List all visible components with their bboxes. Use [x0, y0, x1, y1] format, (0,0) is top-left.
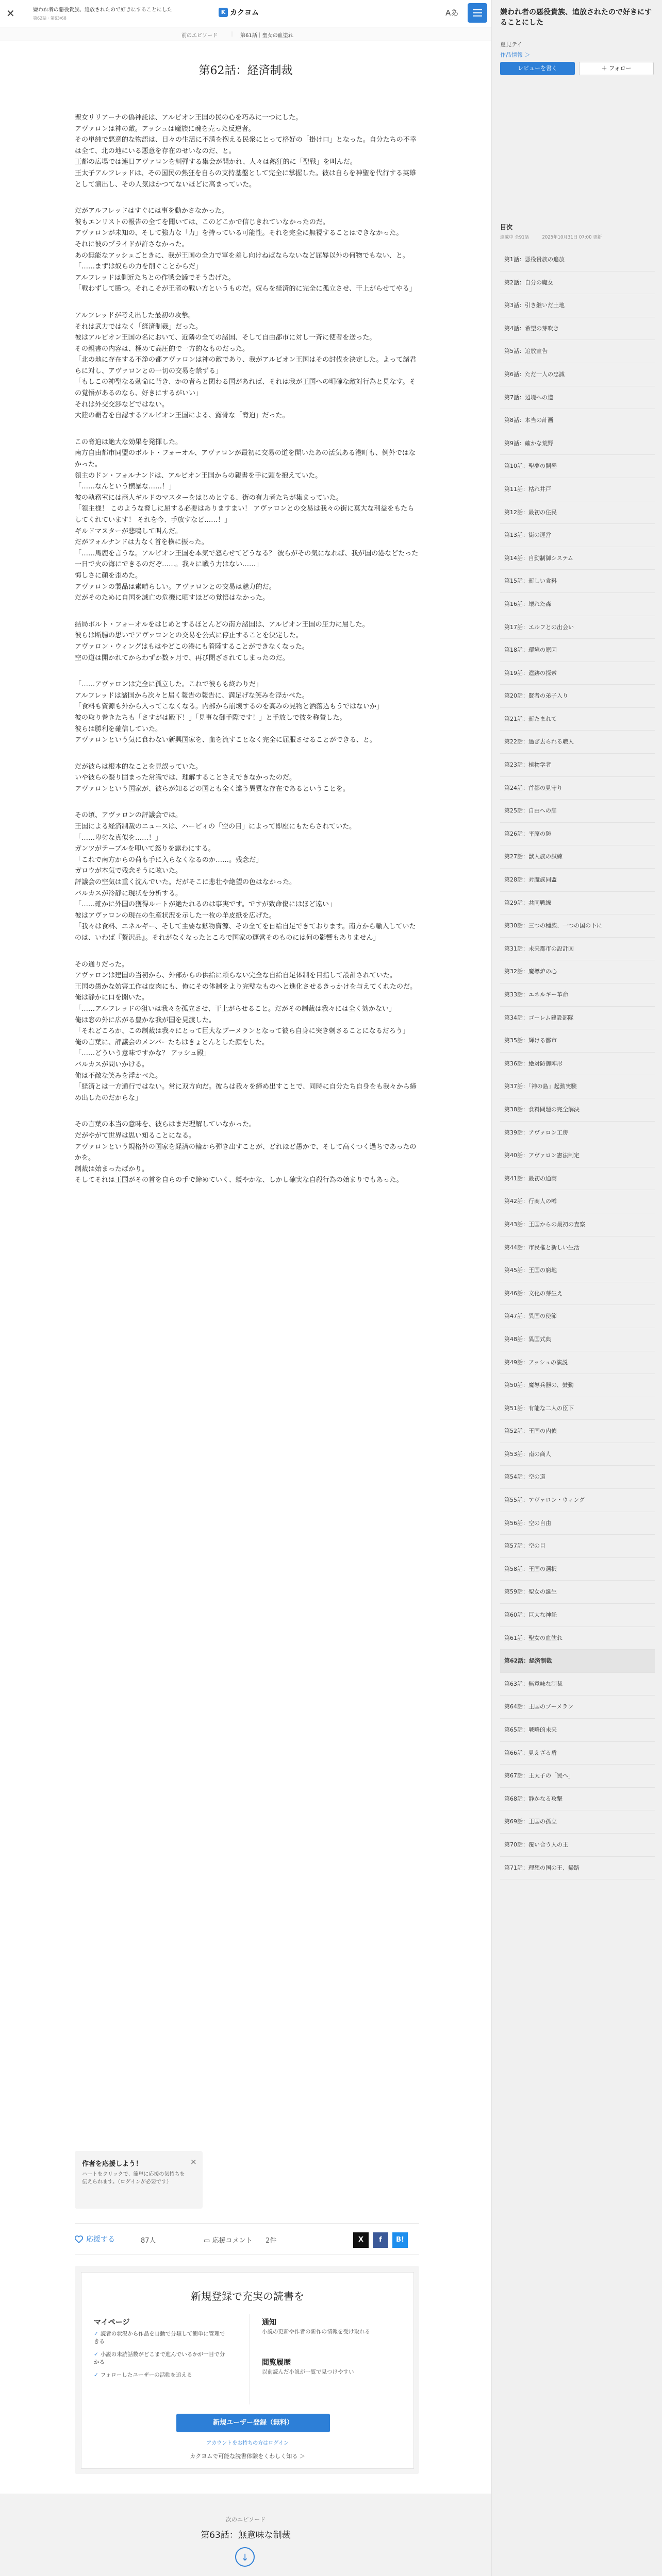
check-icon: ✓ [94, 2331, 98, 2337]
toc-toggle-button[interactable] [468, 3, 487, 23]
toc-item[interactable]: 第52話：王国の内偵 [500, 1420, 655, 1443]
benefit-item [94, 2330, 228, 2346]
toc-item[interactable]: 第14話：自動制御システム [500, 547, 655, 570]
toc-item[interactable]: 第60話：巨大な神託 [500, 1604, 655, 1627]
benefit-text: 読者の状況から作品を自動で分類して簡単に管理できる [94, 2331, 225, 2345]
toc-item[interactable]: 第2話：自分の魔女 [500, 272, 655, 295]
chapter-paragraph: その頃、アヴァロンの評議会では。 王国による経済制裁のニュースは、ハーピィの「空の目」によって即座にもたらされていた。 「……卑劣な真似を……！」 ガンツがテーブルを叩いて怒りを露わにする。 「これで南方からの荷も手に入らなくなるのか……。残念だ」 ガロウが本気で残念そうに呟いた。 評議会の空気は重く沈んでいた。だがそこに悲壮や絶望の色はなかった。 バルカスが冷静に現状を分析する。 「……確かに外国の獲得ルートが絶たれるのは事実です。ですが致命傷にはほど遠い」 彼はアヴァロンの現在の生産状況を示した一枚の羊皮紙を広げた。 「我々は食料、エネルギー、そして主要な鉱物資源、その全てを自給自足できております。南方から輸入していたのは、いわば『贅沢品』。それがなくなったところで国家の運営そのものには何の影響もありません」 [75, 811, 416, 942]
toc-item[interactable]: 第13話：街の運営 [500, 524, 655, 547]
toc-item[interactable]: 第33話：エネルギー革命 [500, 984, 655, 1007]
toc-label: 目次 [500, 224, 513, 231]
toc-item[interactable]: 第6話：ただ一人の忠誠 [500, 363, 655, 386]
chapter-body [75, 112, 419, 1201]
chapter-paragraph: だが彼らは根本的なことを見誤っていた。 いや彼らの凝り固まった常識では、理解することさえできなかったのだ。 アヴァロンという国家が、彼らが知るどの国とも全く違う異質な存在であるということを。 [75, 762, 350, 793]
register-card [81, 2272, 414, 2469]
toc-item[interactable]: 第25話：自由への扉 [500, 800, 655, 823]
chapter-paragraph: 「……アヴァロンは完全に孤立した。これで彼らも終わりだ」 アルフレッドは諸国から次々と届く報告の報告に、満足げな笑みを浮かべた。 「食料も資源も外から入ってこなくなる。内部から崩壊するのを高みの見物と洒落込もうではないか」 彼の取り巻きたちも「さすがは殿下！」「見事な御手際です！」と手放しで彼を称賛した。 彼らは勝利を確信していた。 アヴァロンという気に食わない新興国家を、血を流すことなく完全に屈服させることができる、と。 [75, 681, 384, 744]
toc-item[interactable]: 第58話：王国の選択 [500, 1558, 655, 1581]
sidebar-work-title[interactable]: 嫌われ者の悪役貴族、追放されたので好きにすることにした [500, 8, 652, 27]
toc-item[interactable]: 第1話：悪役貴族の追放 [500, 248, 655, 272]
toc-item[interactable]: 第49話：アッシュの演説 [500, 1351, 655, 1375]
toc-item[interactable]: 第71話：理想の国の王、帰路 [500, 1857, 655, 1880]
toc-item[interactable]: 第32話：魔導炉の心 [500, 960, 655, 984]
comment-label: 応援コメント [212, 2237, 253, 2245]
toc-item[interactable]: 第36話：絶対防御陣形 [500, 1053, 655, 1076]
next-episode-label: 次のエピソード [226, 2516, 266, 2523]
toc-item[interactable]: 第40話：アヴァロン憲法制定 [500, 1144, 655, 1167]
toc-item[interactable]: 第55話：アヴァロン・ウィング [500, 1489, 655, 1512]
arrow-down-icon[interactable]: ↓ [235, 2547, 255, 2567]
toc-item[interactable]: 第62話：経済制裁 [500, 1650, 655, 1673]
share-x-button[interactable]: X [353, 2232, 369, 2248]
logo-mark-icon: K [219, 8, 228, 17]
toc-item[interactable]: 第48話：異国式典 [500, 1328, 655, 1351]
chapter-title: 第62話：経済制裁 [198, 64, 293, 77]
toc-status: 連載中 全91話 2025年10月31日 07:00 更新 [500, 235, 602, 240]
chapter-paragraph: その通りだった。 アヴァロンは建国の当初から、外部からの供給に頼らない完全な自給自足体制を目指して設計されていた。 王国の愚かな妨害工作は皮肉にも、俺にその体制をより完璧なものへと進化させるきっかけを与えてくれたのだ。 俺は静かに口を開いた。 「……アルフレッドの狙いは我々を孤立させ、干上がらせること。だがその制裁は我々には全く効かない」 俺は窓の外に広がる豊かな我が国を見渡した。 「それどころか、この制裁は我々にとって巨大なブーメランとなって彼ら自身に突き刺さることになるだろう」 俺の言葉に、評議会のメンバーたちはきょとんとした顔をした。 「……どういう意味ですかな？ アッシュ殿」 バルカスが問いかける。 俺は不敵な笑みを浮かべた。 「経済とは一方通行ではない。常に双方向だ。彼らは我々を締め出すことで、同時に自分たち自身をも我々から締め出したのだからな」 [75, 960, 417, 1102]
toc-item[interactable]: 第23話：植物学者 [500, 754, 655, 777]
toc-item[interactable]: 第8話：本当の計画 [500, 409, 655, 432]
toc-item[interactable]: 第38話：食料問題の完全解決 [500, 1098, 655, 1122]
review-button[interactable]: レビューを書く [500, 62, 575, 75]
notify-description: 小説の更新や作者の新作の情報を受け取れる [262, 2329, 370, 2335]
toc-item[interactable]: 第68話：静かなる攻撃 [500, 1788, 655, 1811]
cheer-label: 応援する [86, 2235, 115, 2244]
chapter-paragraph: 聖女リリアーナの偽神託は、アルビオン王国の民の心を巧みに一つにした。 アヴァロンは神の敵。アッシュは魔族に魂を売った反逆者。 その単純で悪意的な物語は、日々の生活に不満を抱える民衆にとって格好の「掛け口」となった。自分たちの不幸は全て、北の地にいる悪意を存在のせいなのだ、と。 王都の広場では連日アヴァロンを糾弾する集会が開かれ、人々は熱狂的に「聖戦」を叫んだ。 王太子アルフレッドは、その国民の熱狂を自らの支持基盤として完全に掌握した。彼は自らを神聖を代行する英雄として演出し、その人気はかつてないほどに高まっていた。 [75, 114, 417, 189]
toc-item[interactable]: 第67話：王太子の「罠へ」 [500, 1765, 655, 1788]
toc-item[interactable]: 第50話：魔導兵器の、鼓動 [500, 1374, 655, 1397]
history-description: 以前読んだ小説が一覧で見つけやすい [262, 2369, 354, 2375]
next-episode-section [0, 2494, 491, 2576]
cheer-button[interactable] [75, 2234, 115, 2244]
toc-item[interactable]: 第69話：王国の孤立 [500, 1810, 655, 1834]
check-icon: ✓ [94, 2351, 98, 2358]
toc-item[interactable]: 第70話：覆い合う人の王 [500, 1834, 655, 1857]
toc-item[interactable]: 第19話：遺跡の探索 [500, 662, 655, 685]
chapter-paragraph: だがアルフレッドはすぐには事を動かさなかった。 彼もエンリストの報告の全てを聞いては、このどこかで信じきれていなかったのだ。 アヴァロンが未知の、そして強力な「力」を持っている可能性。それを完全に無視することはできなかった。 それに彼のプライドが許さなかった。 あの無能なアッシュごときに、我が王国の全力で軍を差し向けねばならないなど屈辱以外の何物でもない、と。 「……まずは奴らの力を削ぐことからだ」 アルフレッドは側近たちとの作戦会議でそう告げた。 「戦わずして勝つ。それこそが王者の戦い方というものだ。奴らを経済的に完全に孤立させ、干上がらせてやる」 [75, 207, 416, 293]
chapter-paragraph: 結局ボルト・フォーオルをはじめとするほとんどの南方諸国は、アルビオン王国の圧力に屈した。 彼らは断腸の思いでアヴァロンとの交易を公式に停止することを決定した。 アヴァロン・ウィングはもはやどこの港にも着陸することができなくなった。 空の道は開かれてからわずか数ヶ月で、再び閉ざされてしまったのだ。 [75, 620, 369, 662]
close-icon[interactable]: × [190, 2157, 197, 2166]
toc-item[interactable]: 第3話：引き継いだ土地 [500, 294, 655, 317]
comment-count[interactable]: 2件 [266, 2237, 277, 2245]
logo-text: カクヨム [230, 9, 259, 17]
header-work-title[interactable]: 嫌われ者の悪役貴族、追放されたので好きにすることにした [33, 7, 172, 13]
toc-item[interactable]: 第18話：環境の原因 [500, 639, 655, 662]
toc-item[interactable]: 第53話：南の商人 [500, 1443, 655, 1466]
check-icon: ✓ [94, 2372, 98, 2378]
toc-item[interactable]: 第45話：王国の窮地 [500, 1259, 655, 1282]
toc-item[interactable]: 第27話：獣人族の試練 [500, 845, 655, 869]
benefit-text: フォローしたユーザーの活動を追える [100, 2372, 192, 2378]
toc-item[interactable]: 第10話：聖夢の開墾 [500, 455, 655, 478]
toc-item[interactable]: 第35話：輝ける都市 [500, 1029, 655, 1053]
action-row [75, 2223, 419, 2255]
toc-item[interactable]: 第29話：共同戦線 [500, 892, 655, 915]
close-icon[interactable]: ✕ [6, 7, 15, 20]
toc-item[interactable]: 第22話：過ぎ去られる職人 [500, 731, 655, 754]
toc-item[interactable]: 第46話：文化の芽生え [500, 1282, 655, 1306]
comment-icon: ▭ [204, 2237, 210, 2245]
toc-item[interactable]: 第5話：追放宣告 [500, 340, 655, 363]
toc-item[interactable]: 第66話：見えざる盾 [500, 1742, 655, 1765]
cheer-count[interactable]: 87人 [141, 2237, 156, 2245]
toc-item[interactable]: 第31話：未来都市の設計図 [500, 938, 655, 961]
toc-item[interactable]: 第7話：辺境への道 [500, 386, 655, 410]
register-panel [75, 2266, 419, 2474]
heart-icon [75, 2235, 83, 2243]
mypage-title: マイページ [94, 2318, 130, 2327]
toc-item[interactable]: 第26話：平原の防 [500, 823, 655, 846]
sidebar-author[interactable]: 夏見テイ [500, 41, 523, 48]
reading-area [0, 41, 491, 2576]
toc-item[interactable]: 第47話：異国の使節 [500, 1305, 655, 1328]
register-button[interactable]: 新規ユーザー登録（無料） [176, 2414, 330, 2432]
history-title: 閲覧履歴 [262, 2359, 291, 2367]
toc-item[interactable]: 第41話：最初の通商 [500, 1167, 655, 1191]
header-work-meta: 第62話 · 第63/68 [33, 16, 67, 21]
benefit-item [94, 2351, 228, 2366]
toc-item[interactable]: 第57話：空の目 [500, 1535, 655, 1558]
notify-title: 通知 [262, 2318, 276, 2327]
next-episode-title[interactable]: 第63話：無意味な制裁 [201, 2530, 291, 2540]
toc-item[interactable]: 第44話：市民権と新しい生活 [500, 1236, 655, 1260]
toc-item[interactable]: 第28話：対魔族同盟 [500, 869, 655, 892]
support-title: 作者を応援しよう！ [82, 2160, 143, 2168]
toc-item[interactable]: 第9話：確かな荒野 [500, 432, 655, 455]
toc-item[interactable]: 第56話：空の自由 [500, 1512, 655, 1535]
work-info-link[interactable]: 作品情報 ＞ [500, 52, 531, 58]
toc-item[interactable]: 第61話：聖女の血塗れ [500, 1627, 655, 1650]
toc-item[interactable]: 第51話：有能な二人の臣下 [500, 1397, 655, 1420]
toc-item[interactable]: 第34話：ゴーレム建設部隊 [500, 1007, 655, 1030]
toc-item[interactable]: 第15話：新しい食料 [500, 570, 655, 593]
learn-more-link[interactable]: カクヨムで可能な読書体験をくわしく知る ＞ [190, 2453, 305, 2460]
episode-nav [0, 27, 491, 41]
toc-list [500, 248, 655, 1879]
share-facebook-button[interactable]: f [373, 2232, 388, 2248]
toc-item[interactable]: 第11話：枯れ井戸 [500, 478, 655, 501]
episode-nav-separator: ｜ [229, 32, 235, 38]
comment-button[interactable] [204, 2235, 252, 2245]
chapter-paragraph: この脅迫は絶大な効果を発揮した。 南方自由都市同盟のボルト・フォーオル、アヴァロンが最初に交易の道を開いたあの活気ある港町も、例外ではなかった。 領主のドン・フォルナンドは、アルビオン王国からの親書を手に頭を抱えていた。 「……なんという横暴な……！」 彼の執務室には商人ギルドのマスターをはじめとする、街の有力者たちが集まっていた。 「領主様！ このような脅しに屈する必要はありますまい！ アヴァロンとの交易は我々の街に莫大な利益をもたらしてくれています！ それを今、手放すなど……！」 ギルドマスターが悲鳴して叫んだ。 だがフォルナンドは力なく首を横に振った。 「……馬鹿を言うな。アルビオン王国を本気で怒らせてどうなる？ 彼らがその気になれば、我が国の港などたった一日で火の海にできるのだぞ……。我々に戦う力はない……」 悔しさに顔を歪めた。 アヴァロンの製品は素晴らしい。アヴァロンとの交易は魅力的だ。 だがそのために自国を滅亡の危機に晒すほどの覚悟はなかった。 [75, 438, 419, 602]
toc-item[interactable]: 第65話：戦略的未来 [500, 1719, 655, 1742]
current-episode-link[interactable]: 第61話｜聖女の血塗れ [240, 33, 293, 39]
share-hatena-button[interactable]: B! [392, 2232, 408, 2248]
toc-item[interactable]: 第37話：「神の島」起動実験 [500, 1075, 655, 1098]
chapter-paragraph: アルフレッドが考え出した最初の攻撃。 それは武力ではなく「経済制裁」だった。 彼はアルビオン王国の名において、近隣の全ての諸国、そして自由都市に対し一斉に使者を送った。 その親書の内容は、極めて高圧的で一方的なものだった。 「北の地に存在する不浄の都アヴァロンは神の敵であり、我がアルビオン王国はその討伐を決定した。よって諸君らに対し、アヴァロンとの一切の交易を禁ずる」 「もしこの神聖なる勅命に背き、かの者らと関わる国があれば、それは我が王国への明確な敵対行為と見なす。その覚悟があるのなら、好きにするがいい」 それは外交交渉などではない。 大陸の覇者を自認するアルビオン王国による、露骨な「脅迫」だった。 [75, 311, 417, 420]
toc-item[interactable]: 第39話：アヴァロン工房 [500, 1122, 655, 1145]
login-link[interactable]: アカウントをお持ちの方はログイン [206, 2441, 289, 2446]
toc-item[interactable]: 第21話：新たまれて [500, 708, 655, 731]
toc-item[interactable]: 第64話：王国のブーメラン [500, 1696, 655, 1719]
toc-item[interactable]: 第4話：希望の芽吹き [500, 317, 655, 341]
support-description: ハートをクリックで、簡単に応援の気持ちを伝えられます。（ログインが必要です） [82, 2172, 185, 2185]
toc-item[interactable]: 第43話：王国からの最初の査察 [500, 1213, 655, 1236]
toc-item[interactable]: 第54話：空の道 [500, 1466, 655, 1489]
follow-button[interactable]: ＋ フォロー [579, 62, 654, 75]
toc-item[interactable]: 第59話：聖女の誕生 [500, 1581, 655, 1604]
toc-item[interactable]: 第24話：首都の見守り [500, 777, 655, 800]
toc-item[interactable]: 第17話：エルフとの出会い [500, 616, 655, 639]
support-author-card [75, 2151, 203, 2209]
benefit-item [94, 2371, 228, 2379]
toc-item[interactable]: 第30話：三つの種族、一つの国の下に [500, 914, 655, 938]
menu-icon [473, 9, 482, 17]
toc-item[interactable]: 第16話：壊れた森 [500, 593, 655, 616]
toc-item[interactable]: 第42話：行商人の噂 [500, 1190, 655, 1213]
prev-episode-link[interactable]: 前のエピソード [181, 33, 218, 39]
display-settings-button[interactable]: Aあ [445, 8, 459, 18]
sidebar [491, 0, 662, 2576]
toc-item[interactable]: 第20話：賢者の弟子入り [500, 685, 655, 708]
toc-item[interactable]: 第63話：無意味な制裁 [500, 1673, 655, 1696]
chapter-paragraph: その言葉の本当の意味を、彼らはまだ理解していなかった。 だがやがて世界は思い知ることになる。 アヴァロンという規格外の国家を経済の輪から弾き出すことが、どれほど愚かで、そして高くつく過ちであったのかを。 制裁は始まったばかり。 そしてそれは王国がその首を自らの手で締めていく、緩やかな、しかし確実な自殺行為の始まりでもあった。 [75, 1121, 417, 1184]
register-title: 新規登録で充実の読書を [191, 2290, 304, 2302]
toc-item[interactable]: 第12話：最初の住民 [500, 501, 655, 524]
top-header [0, 0, 491, 27]
site-logo[interactable] [219, 7, 259, 18]
benefit-text: 小説の未読話数がどこまで進んでいるかが一目で分かる [94, 2351, 225, 2365]
